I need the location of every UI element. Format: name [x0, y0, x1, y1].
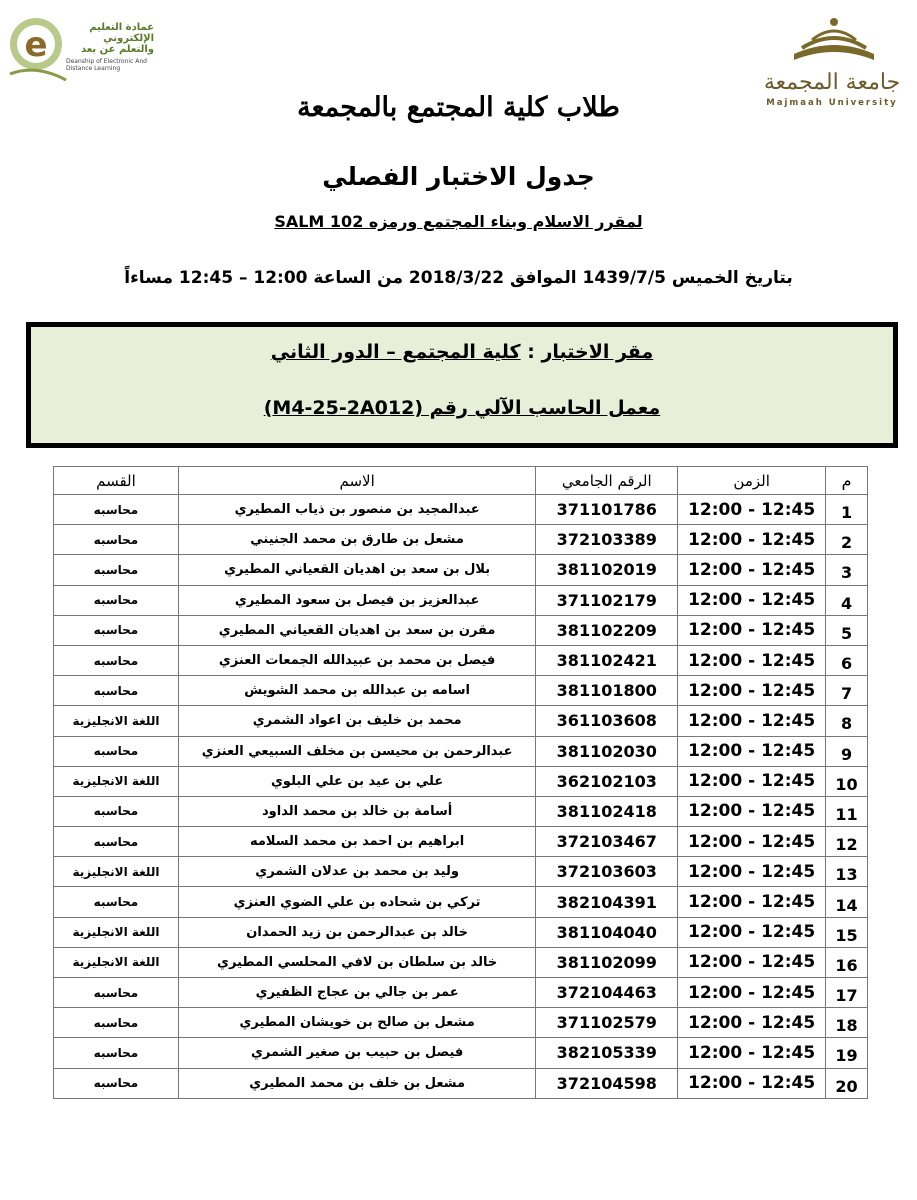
- student-id: 381102099: [536, 947, 678, 977]
- student-name: ابراهيم بن احمد بن محمد السلامه: [178, 827, 535, 857]
- student-name: مقرن بن سعد بن اهديان القعياني المطيري: [178, 615, 535, 645]
- student-name: تركي بن شحاده بن علي الضوي العنزي: [178, 887, 535, 917]
- table-row: [54, 706, 868, 736]
- department: محاسبه: [54, 1008, 179, 1038]
- exam-time: 12:00 - 12:45: [678, 1068, 826, 1098]
- row-number: 17: [826, 978, 868, 1008]
- table-row: [54, 857, 868, 887]
- venue-label: مقر الاختبار: [541, 341, 654, 363]
- table-row: [54, 1038, 868, 1068]
- student-id: 372103603: [536, 857, 678, 887]
- row-number: 9: [826, 736, 868, 766]
- exam-time: 12:00 - 12:45: [678, 615, 826, 645]
- student-id: 381102209: [536, 615, 678, 645]
- row-number: 11: [826, 796, 868, 826]
- student-name: عبدالعزيز بن فيصل بن سعود المطيري: [178, 585, 535, 615]
- student-name: مشعل بن خلف بن محمد المطيري: [178, 1068, 535, 1098]
- exam-time: 12:00 - 12:45: [678, 978, 826, 1008]
- student-id: 381102421: [536, 645, 678, 675]
- table-row: [54, 585, 868, 615]
- row-number: 2: [826, 525, 868, 555]
- student-id: 382105339: [536, 1038, 678, 1068]
- exam-time: 12:00 - 12:45: [678, 706, 826, 736]
- exam-time: 12:00 - 12:45: [678, 917, 826, 947]
- table-row: [54, 796, 868, 826]
- department: محاسبه: [54, 525, 179, 555]
- department: محاسبه: [54, 615, 179, 645]
- student-id: 372104463: [536, 978, 678, 1008]
- exam-time: 12:00 - 12:45: [678, 676, 826, 706]
- department: محاسبه: [54, 978, 179, 1008]
- table-row: [54, 766, 868, 796]
- row-number: 5: [826, 615, 868, 645]
- page-title: طلاب كلية المجتمع بالمجمعة: [297, 92, 620, 123]
- exam-time: 12:00 - 12:45: [678, 827, 826, 857]
- table-row: [54, 676, 868, 706]
- table-header-row: [54, 467, 868, 495]
- department: محاسبه: [54, 676, 179, 706]
- header-name: الاسم: [178, 467, 535, 495]
- exam-time: 12:00 - 12:45: [678, 495, 826, 525]
- student-name: خالد بن سلطان بن لافي المحلسي المطيري: [178, 947, 535, 977]
- table-row: [54, 495, 868, 525]
- table-row: [54, 736, 868, 766]
- table-row: [54, 827, 868, 857]
- student-name: عبدالرحمن بن محيسن بن مخلف السبيعي العنزي: [178, 736, 535, 766]
- deanship-logo: [6, 10, 156, 90]
- row-number: 16: [826, 947, 868, 977]
- exam-time: 12:00 - 12:45: [678, 887, 826, 917]
- row-number: 8: [826, 706, 868, 736]
- row-number: 18: [826, 1008, 868, 1038]
- header-id: الرقم الجامعي: [536, 467, 678, 495]
- student-id: 362102103: [536, 766, 678, 796]
- table-row: [54, 1008, 868, 1038]
- venue-location: [31, 341, 893, 363]
- student-name: فيصل بن حبيب بن صغير الشمري: [178, 1038, 535, 1068]
- table-row: [54, 1068, 868, 1098]
- student-name: مشعل بن طارق بن محمد الجنيني: [178, 525, 535, 555]
- student-id: 372103467: [536, 827, 678, 857]
- row-number: 10: [826, 766, 868, 796]
- exam-time: 12:00 - 12:45: [678, 796, 826, 826]
- student-id: 372103389: [536, 525, 678, 555]
- venue-value: كلية المجتمع – الدور الثاني: [270, 341, 521, 363]
- venue-lab-text: معمل الحاسب الآلي رقم (M4-25-2A012): [263, 397, 661, 419]
- department: اللغة الانجليزية: [54, 857, 179, 887]
- table-row: [54, 887, 868, 917]
- exam-time: 12:00 - 12:45: [678, 1008, 826, 1038]
- student-id: 381102030: [536, 736, 678, 766]
- department: محاسبه: [54, 645, 179, 675]
- row-number: 20: [826, 1068, 868, 1098]
- university-name-ar: جامعة المجمعة: [763, 70, 901, 95]
- department: اللغة الانجليزية: [54, 917, 179, 947]
- student-name: بلال بن سعد بن اهديان القعياني المطيري: [178, 555, 535, 585]
- student-name: وليد بن محمد بن عدلان الشمري: [178, 857, 535, 887]
- e-learning-logo-icon: [6, 10, 68, 90]
- department: محاسبه: [54, 887, 179, 917]
- student-id: 381101800: [536, 676, 678, 706]
- table-row: [54, 555, 868, 585]
- student-name: مشعل بن صالح بن خويشان المطيري: [178, 1008, 535, 1038]
- exam-time: 12:00 - 12:45: [678, 947, 826, 977]
- date-line: بتاريخ الخميس 1439/7/5 الموافق 2018/3/22 من الساعة 12:00 – 12:45 مساءاً: [124, 268, 793, 288]
- exam-time: 12:00 - 12:45: [678, 1038, 826, 1068]
- student-id: 381104040: [536, 917, 678, 947]
- row-number: 15: [826, 917, 868, 947]
- department: محاسبه: [54, 827, 179, 857]
- department: محاسبه: [54, 1038, 179, 1068]
- row-number: 13: [826, 857, 868, 887]
- student-name: فيصل بن محمد بن عبيدالله الجمعات العنزي: [178, 645, 535, 675]
- exam-time: 12:00 - 12:45: [678, 525, 826, 555]
- student-id: 371102579: [536, 1008, 678, 1038]
- department: محاسبه: [54, 495, 179, 525]
- svg-text:e: e: [24, 25, 48, 65]
- student-name: خالد بن عبدالرحمن بن زيد الحمدان: [178, 917, 535, 947]
- deanship-name-en: Deanship of Electronic And Distance Learning: [66, 58, 147, 72]
- header-num: م: [826, 467, 868, 495]
- department: محاسبه: [54, 555, 179, 585]
- student-id: 361103608: [536, 706, 678, 736]
- department: اللغة الانجليزية: [54, 766, 179, 796]
- exam-time: 12:00 - 12:45: [678, 736, 826, 766]
- row-number: 3: [826, 555, 868, 585]
- department: اللغة الانجليزية: [54, 947, 179, 977]
- venue-separator: :: [520, 341, 542, 363]
- student-name: عبدالمجيد بن منصور بن ذياب المطيري: [178, 495, 535, 525]
- table-row: [54, 645, 868, 675]
- exam-venue-box: [26, 322, 898, 448]
- department: محاسبه: [54, 796, 179, 826]
- header-dept: القسم: [54, 467, 179, 495]
- students-table: [53, 466, 868, 1099]
- student-id: 371102179: [536, 585, 678, 615]
- schedule-title: جدول الاختبار الفصلي: [322, 162, 595, 191]
- deanship-name-ar: عمادة التعليم الإلكتروني والتعلم عن بعد: [80, 22, 154, 55]
- student-name: محمد بن خليف بن اعواد الشمري: [178, 706, 535, 736]
- venue-lab: [31, 397, 893, 419]
- exam-time: 12:00 - 12:45: [678, 766, 826, 796]
- exam-time: 12:00 - 12:45: [678, 555, 826, 585]
- student-name: عمر بن جالي بن عجاج الظفيري: [178, 978, 535, 1008]
- row-number: 6: [826, 645, 868, 675]
- row-number: 4: [826, 585, 868, 615]
- row-number: 12: [826, 827, 868, 857]
- table-row: [54, 947, 868, 977]
- student-id: 381102019: [536, 555, 678, 585]
- student-id: 381102418: [536, 796, 678, 826]
- table-row: [54, 525, 868, 555]
- row-number: 7: [826, 676, 868, 706]
- table-row: [54, 615, 868, 645]
- row-number: 14: [826, 887, 868, 917]
- table-row: [54, 978, 868, 1008]
- student-name: أسامة بن خالد بن محمد الداود: [178, 796, 535, 826]
- exam-time: 12:00 - 12:45: [678, 585, 826, 615]
- student-id: 382104391: [536, 887, 678, 917]
- header-time: الزمن: [678, 467, 826, 495]
- row-number: 19: [826, 1038, 868, 1068]
- exam-time: 12:00 - 12:45: [678, 857, 826, 887]
- department: محاسبه: [54, 585, 179, 615]
- department: محاسبه: [54, 736, 179, 766]
- student-name: علي بن عيد بن علي البلوي: [178, 766, 535, 796]
- table-row: [54, 917, 868, 947]
- student-id: 372104598: [536, 1068, 678, 1098]
- course-line: لمقرر الاسلام وبناء المجتمع ورمزه SALM 102: [274, 212, 643, 231]
- student-id: 371101786: [536, 495, 678, 525]
- student-name: اسامه بن عبدالله بن محمد الشويش: [178, 676, 535, 706]
- open-book-icon: [788, 14, 880, 68]
- exam-time: 12:00 - 12:45: [678, 645, 826, 675]
- department: اللغة الانجليزية: [54, 706, 179, 736]
- row-number: 1: [826, 495, 868, 525]
- department: محاسبه: [54, 1068, 179, 1098]
- university-name-en: Majmaah University: [766, 98, 898, 108]
